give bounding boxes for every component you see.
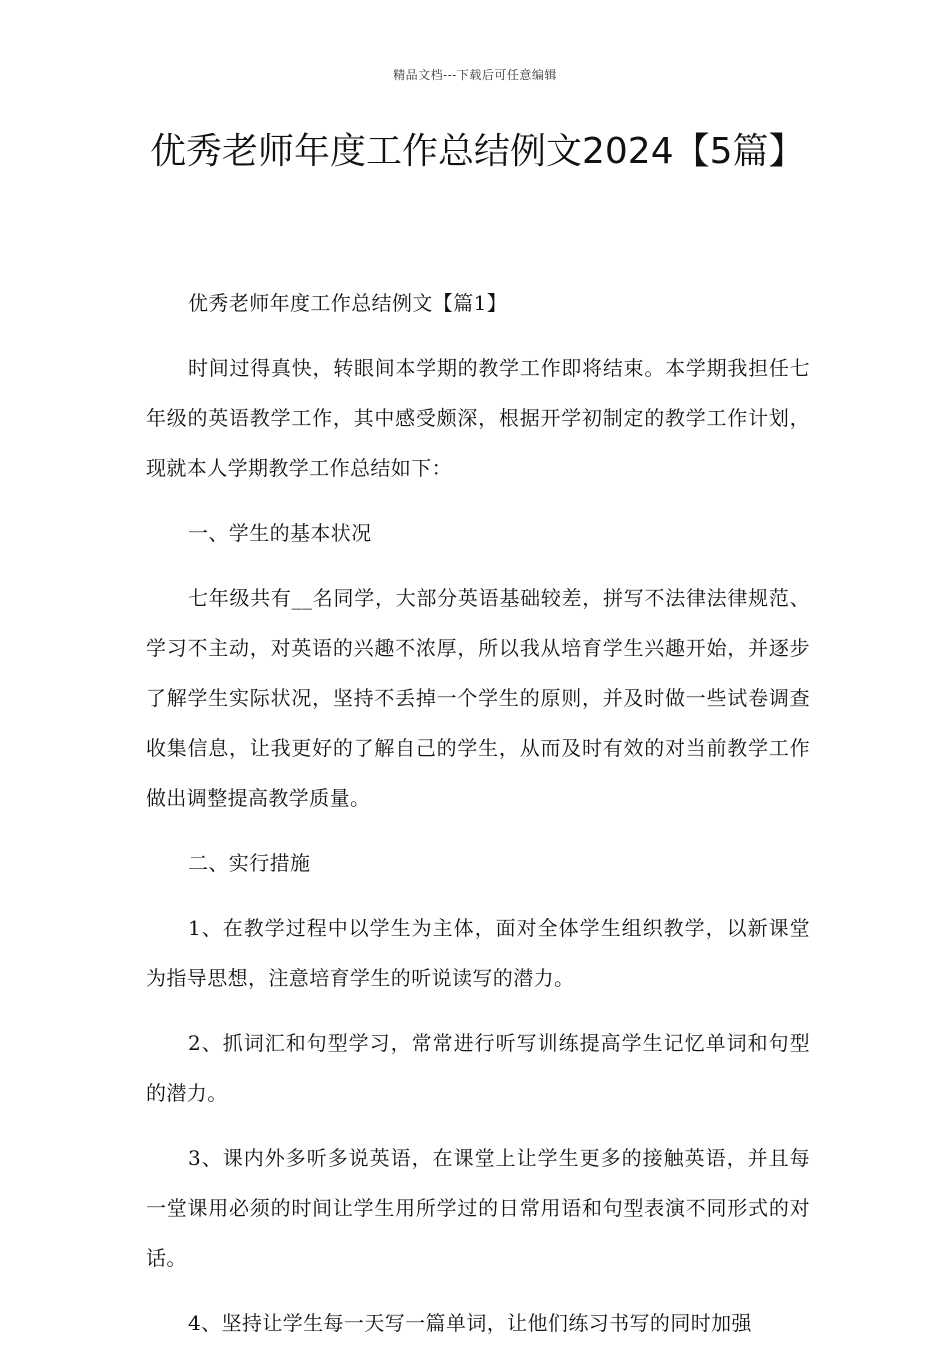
section-heading-measures: 二、实行措施 — [188, 851, 311, 875]
paragraph-intro: 时间过得真快，转眼间本学期的教学工作即将结束。本学期我担任七年级的英语教学工作，其中感受颇深，根据开学初制定的教学工作计划，现就本人学期教学工作总结如下： — [146, 356, 810, 480]
paragraph-measure-2: 2、抓词汇和句型学习，常常进行听写训练提高学生记忆单词和句型的潜力。 — [146, 1031, 810, 1105]
paragraph-student-status: 七年级共有__名同学，大部分英语基础较差，拼写不法律法律规范、学习不主动，对英语的兴趣不浓厚，所以我从培育学生兴趣开始，并逐步了解学生实际状况，坚持不丢掉一个学生的原则，并及时做一些试卷调查收集信息，让我更好的了解自己的学生，从而及时有效的对当前教学工作做出调整提高教学质量。 — [146, 586, 810, 810]
document-body — [146, 278, 810, 1363]
section-heading-article-1: 优秀老师年度工作总结例文【篇1】 — [188, 291, 508, 315]
section-heading-student-status: 一、学生的基本状况 — [188, 521, 372, 545]
paragraph-measure-1: 1、在教学过程中以学生为主体，面对全体学生组织教学，以新课堂为指导思想，注意培育学生的听说读写的潜力。 — [146, 916, 810, 990]
header-note: 精品文档---下载后可任意编辑 — [393, 68, 557, 82]
document-title: 优秀老师年度工作总结例文2024【5篇】 — [150, 131, 805, 172]
paragraph-measure-4: 4、坚持让学生每一天写一篇单词，让他们练习书写的同时加强 — [188, 1311, 752, 1335]
paragraph-measure-3: 3、课内外多听多说英语，在课堂上让学生更多的接触英语，并且每一堂课用必须的时间让学生用所学过的日常用语和句型表演不同形式的对话。 — [146, 1146, 810, 1270]
